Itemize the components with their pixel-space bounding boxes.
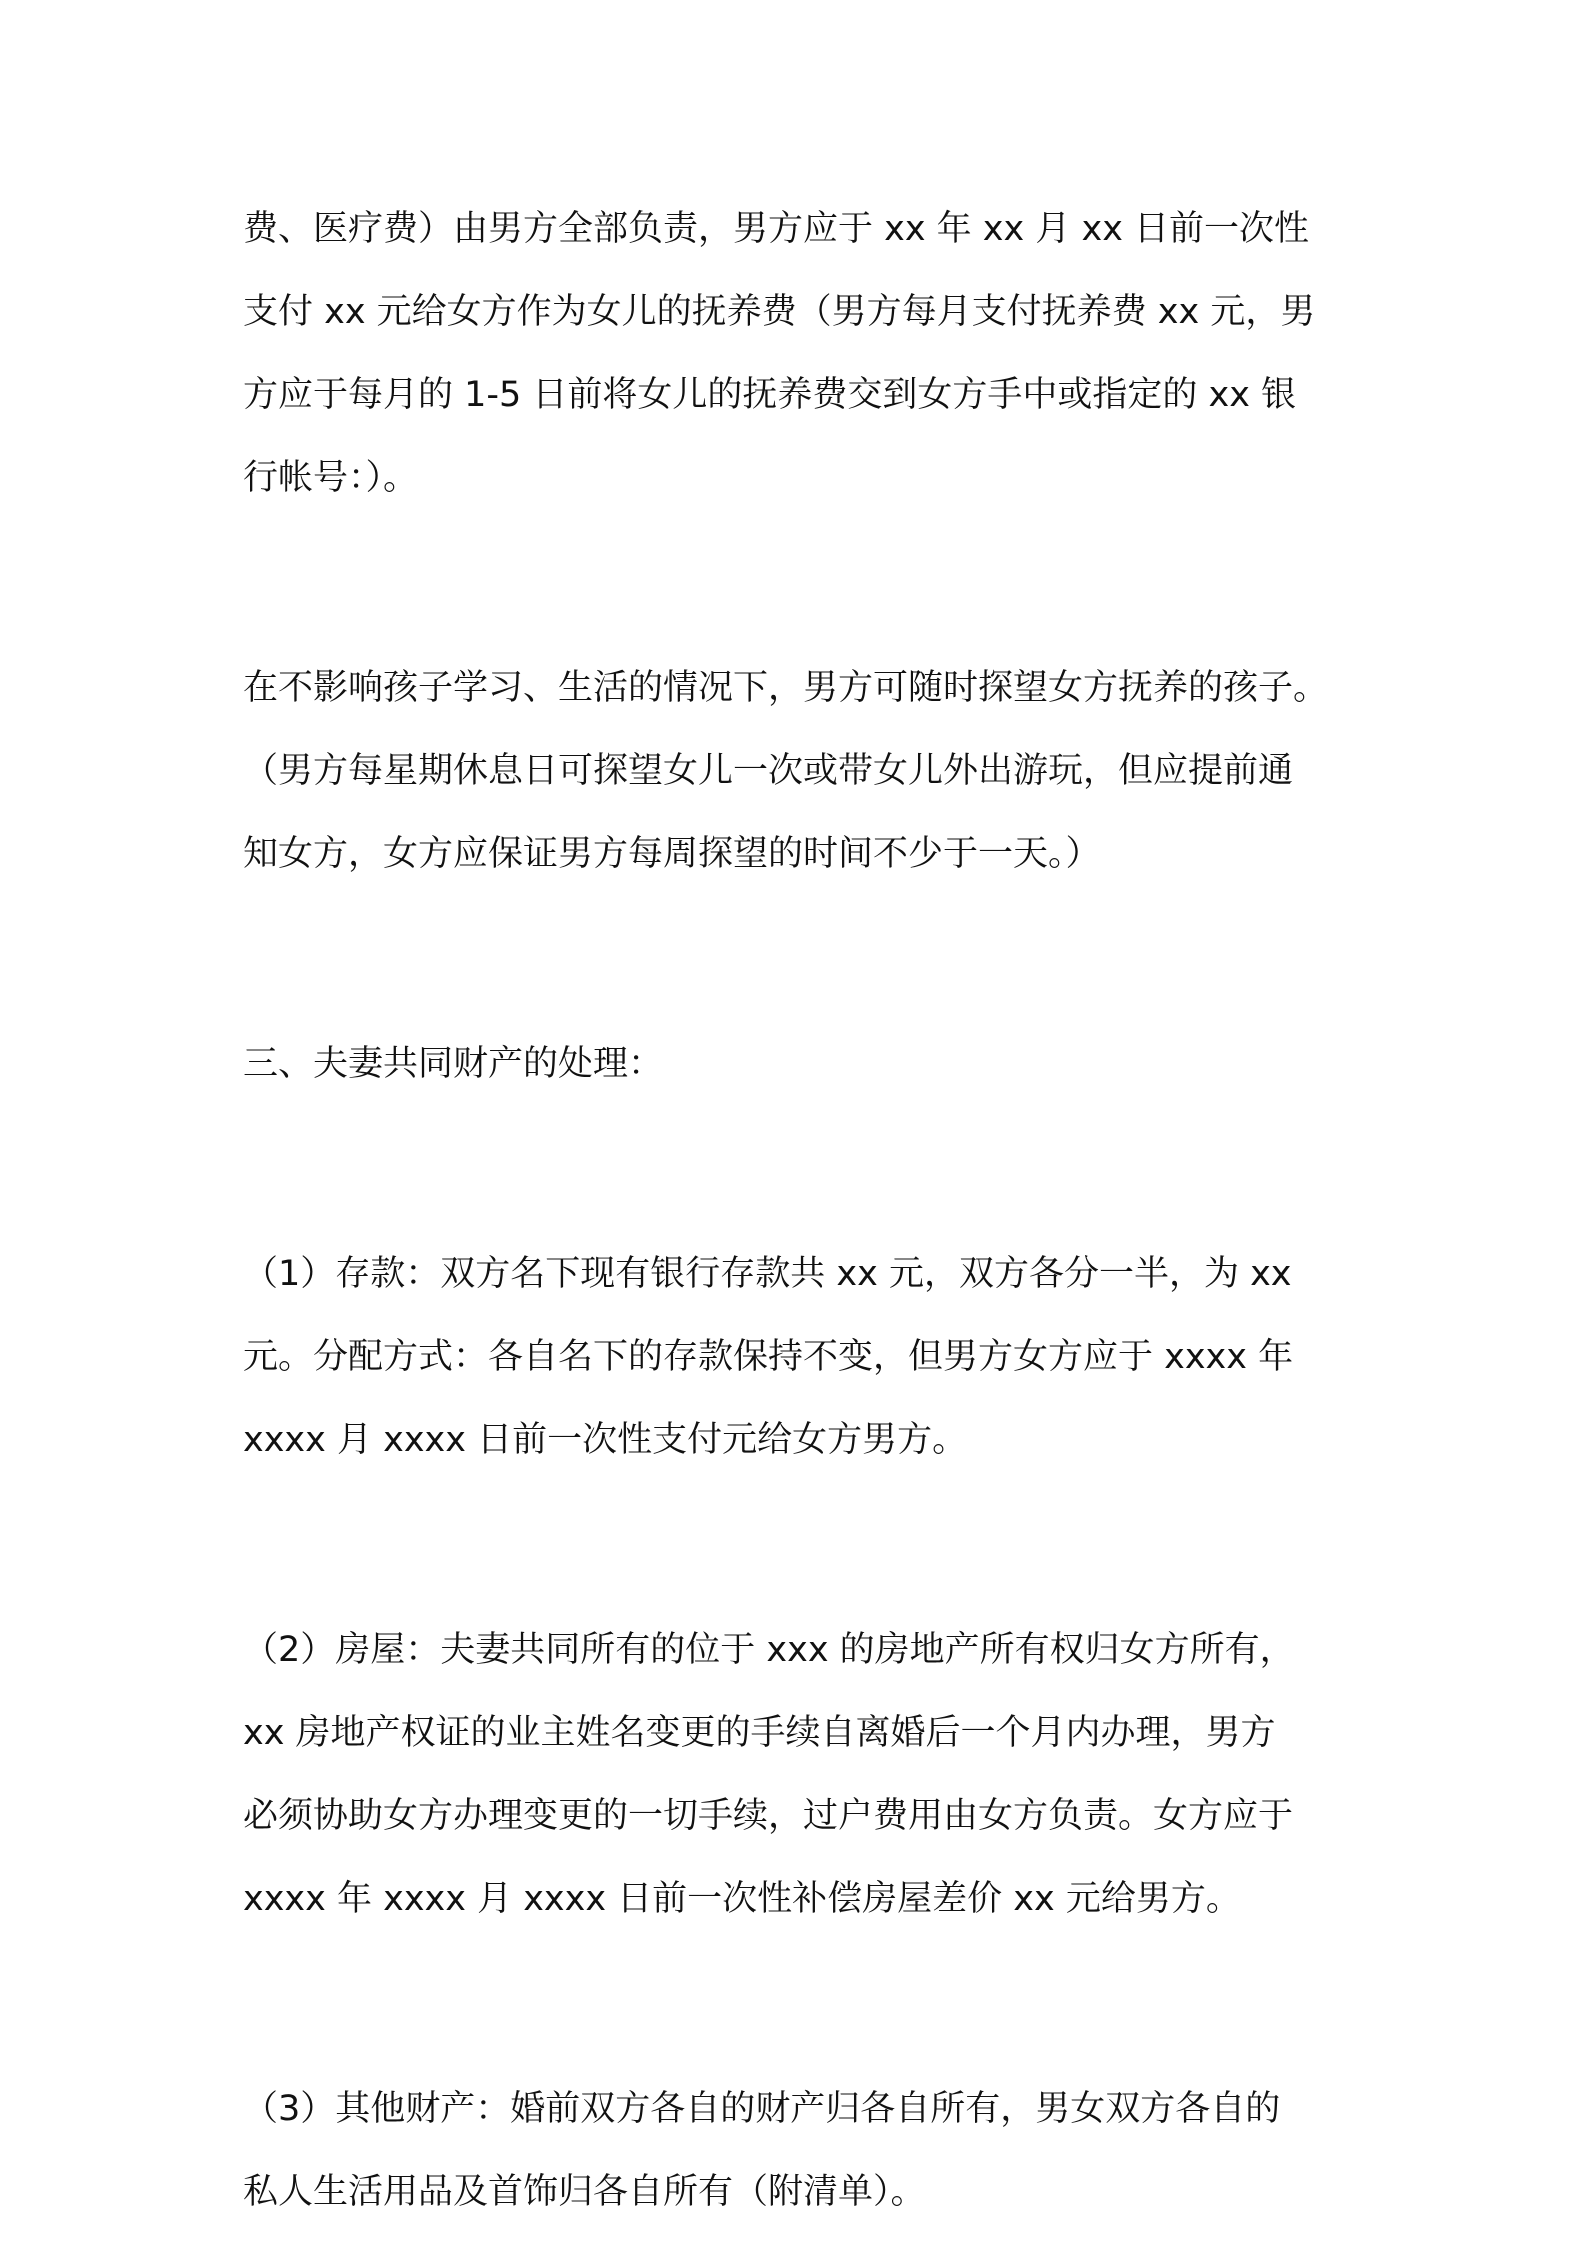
- text-line: 费、医疗费）由男方全部负责，男方应于 xx 年 xx 月 xx 日前一次性: [243, 209, 1310, 249]
- text-line: （男方每星期休息日可探望女儿一次或带女儿外出游玩，但应提前通: [243, 751, 1294, 791]
- section-three-heading: 三、夫妻共同财产的处理：: [243, 1044, 664, 1084]
- paragraph-gap: [243, 1482, 1353, 1609]
- paragraph-child-support: [243, 188, 1353, 520]
- paragraph-gap: [243, 896, 1353, 1023]
- paragraph-deposits: [243, 1233, 1353, 1482]
- text-line: xxxx 月 xxxx 日前一次性支付元给女方男方。: [243, 1420, 968, 1460]
- text-line: 知女方，女方应保证男方每周探望的时间不少于一天。）: [243, 834, 1101, 874]
- section-heading: [243, 1023, 1353, 1106]
- text-line: 行帐号：）。: [243, 458, 419, 498]
- text-line: 支付 xx 元给女方作为女儿的抚养费（男方每月支付抚养费 xx 元，男: [243, 292, 1316, 332]
- paragraph-gap: [243, 1941, 1353, 2068]
- text-line: 在不影响孩子学习、生活的情况下，男方可随时探望女方抚养的孩子。: [243, 668, 1329, 708]
- text-line: 私人生活用品及首饰归各自所有（附清单）。: [243, 2172, 926, 2212]
- text-line: （3）其他财产：婚前双方各自的财产归各自所有，男女双方各自的: [243, 2089, 1281, 2129]
- text-line: 方应于每月的 1-5 日前将女儿的抚养费交到女方手中或指定的 xx 银: [243, 375, 1297, 415]
- paragraph-house: [243, 1609, 1353, 1941]
- text-line: 元。分配方式：各自名下的存款保持不变，但男方女方应于 xxxx 年: [243, 1337, 1294, 1377]
- document-body: [243, 188, 1353, 2234]
- paragraph-gap: [243, 1106, 1353, 1233]
- paragraph-visitation: [243, 647, 1353, 896]
- text-line: （2）房屋：夫妻共同所有的位于 xxx 的房地产所有权归女方所有，: [243, 1630, 1295, 1670]
- text-line: xx 房地产权证的业主姓名变更的手续自离婚后一个月内办理，男方: [243, 1713, 1276, 1753]
- text-line: （1）存款：双方名下现有银行存款共 xx 元，双方各分一半，为 xx: [243, 1254, 1292, 1294]
- text-line: 必须协助女方办理变更的一切手续，过户费用由女方负责。女方应于: [243, 1796, 1294, 1836]
- paragraph-gap: [243, 520, 1353, 647]
- text-line: xxxx 年 xxxx 月 xxxx 日前一次性补偿房屋差价 xx 元给男方。: [243, 1879, 1241, 1919]
- paragraph-other-property: [243, 2068, 1353, 2234]
